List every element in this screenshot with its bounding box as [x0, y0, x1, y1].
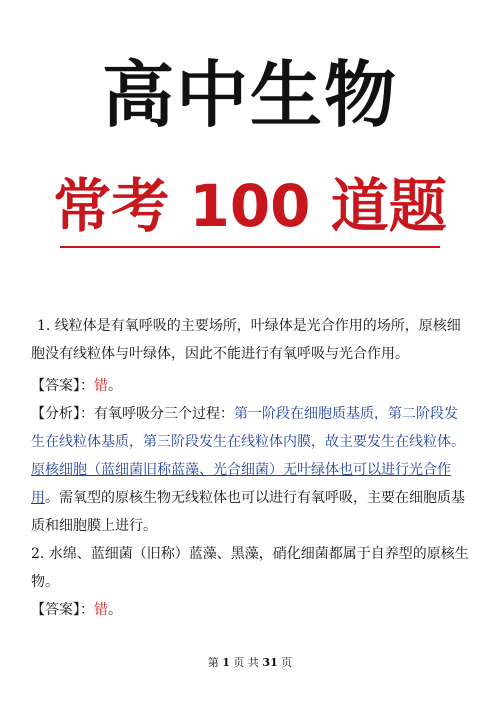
answer-value: 错 [94, 378, 108, 394]
analysis-text-2: 。需氧型的原核生物无线粒体也可以进行有氧呼吸，主要在细胞质基质和细胞膜上进行。 [31, 490, 465, 534]
analysis-highlight-1: 第一阶段在细胞质基质，第二阶段发生在线粒体基质，第三阶段发生在线粒体内膜，故主要发生在线粒体。 [31, 406, 465, 450]
question-1-analysis [31, 400, 471, 540]
current-page-number: 1 [222, 656, 230, 669]
footer-text: 页 [277, 656, 293, 669]
question-2-answer [31, 596, 471, 624]
subtitle-underline [60, 246, 440, 248]
document-title: 高中生物 [101, 53, 398, 137]
document-subtitle: 常考 100 道题 [53, 172, 447, 240]
question-1-answer [31, 372, 471, 400]
answer-period: 。 [108, 602, 122, 618]
document-body [31, 312, 471, 624]
page-footer [0, 654, 500, 670]
analysis-text-1: 有氧呼吸分三个过程： [94, 406, 234, 422]
footer-text: 页 共 [229, 656, 263, 669]
footer-text: 第 [207, 656, 223, 669]
answer-label: 【答案】： [31, 602, 94, 618]
answer-period: 。 [108, 378, 122, 394]
analysis-highlight-2: 原核细胞（蓝细菌旧称蓝藻、光合细菌）无叶绿体也可以进行光合作用 [31, 462, 451, 506]
answer-label: 【答案】： [31, 378, 94, 394]
analysis-label: 【分析】： [31, 406, 94, 422]
answer-value: 错 [94, 602, 108, 618]
total-page-count: 31 [262, 656, 278, 669]
question-1: 1. 线粒体是有氧呼吸的主要场所，叶绿体是光合作用的场所，原核细胞没有线粒体与叶绿体，因此不能进行有氧呼吸与光合作用。 [31, 318, 461, 362]
question-2: 2. 水绵、蓝细菌（旧称）蓝藻、黑藻，硝化细菌都属于自养型的原核生物。 [31, 546, 469, 590]
